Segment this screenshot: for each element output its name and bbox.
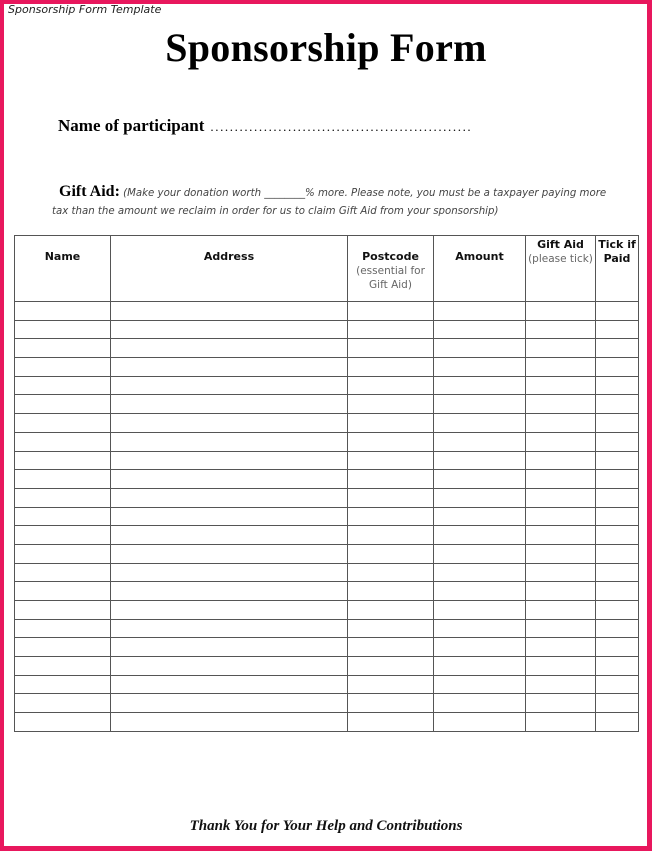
cell-gift-aid[interactable] (526, 526, 596, 545)
cell-address[interactable] (111, 582, 348, 601)
cell-amount[interactable] (434, 339, 526, 358)
cell-postcode[interactable] (348, 470, 434, 489)
column-header-address: Address (111, 236, 348, 302)
cell-amount[interactable] (434, 638, 526, 657)
cell-amount[interactable] (434, 694, 526, 713)
cell-gift-aid[interactable] (526, 470, 596, 489)
cell-tick-if-paid[interactable] (596, 395, 639, 414)
table-row (15, 376, 639, 395)
cell-postcode[interactable] (348, 376, 434, 395)
cell-name[interactable] (15, 526, 111, 545)
cell-tick-if-paid[interactable] (596, 657, 639, 676)
table-row (15, 675, 639, 694)
cell-tick-if-paid[interactable] (596, 320, 639, 339)
cell-postcode[interactable] (348, 713, 434, 732)
cell-amount[interactable] (434, 302, 526, 321)
cell-address[interactable] (111, 302, 348, 321)
cell-amount[interactable] (434, 675, 526, 694)
cell-gift-aid[interactable] (526, 414, 596, 433)
table-row (15, 526, 639, 545)
table-row (15, 657, 639, 676)
cell-gift-aid[interactable] (526, 358, 596, 377)
cell-gift-aid[interactable] (526, 675, 596, 694)
cell-tick-if-paid[interactable] (596, 563, 639, 582)
cell-address[interactable] (111, 488, 348, 507)
cell-postcode[interactable] (348, 488, 434, 507)
participant-name-line (58, 116, 472, 136)
cell-address[interactable] (111, 432, 348, 451)
cell-address[interactable] (111, 563, 348, 582)
table-row (15, 544, 639, 563)
cell-amount[interactable] (434, 582, 526, 601)
cell-tick-if-paid[interactable] (596, 694, 639, 713)
cell-amount[interactable] (434, 470, 526, 489)
column-header-gift-aid: Gift Aid (please tick) (526, 236, 596, 302)
cell-gift-aid[interactable] (526, 488, 596, 507)
cell-tick-if-paid[interactable] (596, 339, 639, 358)
cell-name[interactable] (15, 376, 111, 395)
cell-address[interactable] (111, 470, 348, 489)
cell-amount[interactable] (434, 507, 526, 526)
table-row (15, 302, 639, 321)
cell-amount[interactable] (434, 601, 526, 620)
cell-address[interactable] (111, 675, 348, 694)
cell-postcode[interactable] (348, 675, 434, 694)
cell-tick-if-paid[interactable] (596, 358, 639, 377)
table-row (15, 507, 639, 526)
table-row (15, 451, 639, 470)
cell-postcode[interactable] (348, 619, 434, 638)
column-header-tick-if-paid: Tick if Paid (596, 236, 639, 302)
cell-name[interactable] (15, 507, 111, 526)
cell-gift-aid[interactable] (526, 395, 596, 414)
cell-postcode[interactable] (348, 451, 434, 470)
cell-name[interactable] (15, 601, 111, 620)
cell-amount[interactable] (434, 320, 526, 339)
cell-amount[interactable] (434, 657, 526, 676)
column-header-postcode: Postcode (essential for Gift Aid) (348, 236, 434, 302)
table-row (15, 395, 639, 414)
table-row (15, 488, 639, 507)
cell-amount[interactable] (434, 713, 526, 732)
cell-amount[interactable] (434, 488, 526, 507)
gift-aid-label: Gift Aid: (59, 183, 120, 200)
cell-gift-aid[interactable] (526, 432, 596, 451)
cell-gift-aid[interactable] (526, 544, 596, 563)
cell-address[interactable] (111, 526, 348, 545)
table-row (15, 414, 639, 433)
cell-name[interactable] (15, 544, 111, 563)
cell-tick-if-paid[interactable] (596, 713, 639, 732)
cell-gift-aid[interactable] (526, 563, 596, 582)
cell-amount[interactable] (434, 395, 526, 414)
cell-gift-aid[interactable] (526, 601, 596, 620)
cell-gift-aid[interactable] (526, 619, 596, 638)
cell-name[interactable] (15, 488, 111, 507)
cell-gift-aid[interactable] (526, 339, 596, 358)
cell-postcode[interactable] (348, 339, 434, 358)
sponsor-table (14, 235, 639, 732)
cell-amount[interactable] (434, 451, 526, 470)
cell-name[interactable] (15, 432, 111, 451)
cell-postcode[interactable] (348, 563, 434, 582)
cell-postcode[interactable] (348, 582, 434, 601)
form-title: Sponsorship Form (165, 25, 487, 70)
cell-postcode[interactable] (348, 638, 434, 657)
table-row (15, 619, 639, 638)
cell-tick-if-paid[interactable] (596, 601, 639, 620)
gift-aid-note: (Make your donation worth ________% more. Please note, you must be a taxpayer paying more tax than the amount we reclaim in order for us to claim Gift Aid from your sponsorship) (52, 188, 607, 217)
cell-postcode[interactable] (348, 414, 434, 433)
cell-amount[interactable] (434, 376, 526, 395)
cell-postcode[interactable] (348, 526, 434, 545)
cell-amount[interactable] (434, 432, 526, 451)
cell-gift-aid[interactable] (526, 694, 596, 713)
cell-gift-aid[interactable] (526, 376, 596, 395)
participant-label: Name of participant (58, 116, 205, 135)
participant-name-field[interactable]: ...................................................... (210, 119, 473, 134)
cell-name[interactable] (15, 414, 111, 433)
cell-postcode[interactable] (348, 395, 434, 414)
table-row (15, 601, 639, 620)
cell-tick-if-paid[interactable] (596, 432, 639, 451)
cell-postcode[interactable] (348, 432, 434, 451)
cell-postcode[interactable] (348, 358, 434, 377)
cell-name[interactable] (15, 582, 111, 601)
cell-amount[interactable] (434, 563, 526, 582)
cell-tick-if-paid[interactable] (596, 302, 639, 321)
cell-postcode[interactable] (348, 320, 434, 339)
cell-name[interactable] (15, 657, 111, 676)
cell-gift-aid[interactable] (526, 507, 596, 526)
cell-tick-if-paid[interactable] (596, 507, 639, 526)
cell-address[interactable] (111, 358, 348, 377)
cell-name[interactable] (15, 358, 111, 377)
cell-gift-aid[interactable] (526, 713, 596, 732)
cell-gift-aid[interactable] (526, 451, 596, 470)
cell-tick-if-paid[interactable] (596, 582, 639, 601)
cell-tick-if-paid[interactable] (596, 376, 639, 395)
cell-address[interactable] (111, 320, 348, 339)
cell-name[interactable] (15, 694, 111, 713)
cell-address[interactable] (111, 451, 348, 470)
cell-postcode[interactable] (348, 601, 434, 620)
table-row (15, 358, 639, 377)
column-header-amount: Amount (434, 236, 526, 302)
cell-address[interactable] (111, 694, 348, 713)
cell-address[interactable] (111, 414, 348, 433)
cell-gift-aid[interactable] (526, 638, 596, 657)
table-row (15, 563, 639, 582)
cell-tick-if-paid[interactable] (596, 470, 639, 489)
cell-tick-if-paid[interactable] (596, 414, 639, 433)
cell-name[interactable] (15, 395, 111, 414)
cell-tick-if-paid[interactable] (596, 638, 639, 657)
cell-name[interactable] (15, 339, 111, 358)
cell-gift-aid[interactable] (526, 320, 596, 339)
cell-address[interactable] (111, 619, 348, 638)
cell-address[interactable] (111, 657, 348, 676)
cell-amount[interactable] (434, 526, 526, 545)
cell-name[interactable] (15, 302, 111, 321)
table-row (15, 432, 639, 451)
cell-address[interactable] (111, 507, 348, 526)
cell-amount[interactable] (434, 414, 526, 433)
cell-tick-if-paid[interactable] (596, 619, 639, 638)
cell-name[interactable] (15, 470, 111, 489)
cell-name[interactable] (15, 713, 111, 732)
cell-address[interactable] (111, 544, 348, 563)
table-row (15, 694, 639, 713)
cell-tick-if-paid[interactable] (596, 675, 639, 694)
cell-address[interactable] (111, 601, 348, 620)
column-header-name: Name (15, 236, 111, 302)
cell-postcode[interactable] (348, 302, 434, 321)
cell-gift-aid[interactable] (526, 657, 596, 676)
footer-thanks: Thank You for Your Help and Contributions (189, 818, 463, 834)
cell-amount[interactable] (434, 358, 526, 377)
table-row (15, 339, 639, 358)
table-row (15, 470, 639, 489)
cell-postcode[interactable] (348, 507, 434, 526)
cell-name[interactable] (15, 619, 111, 638)
cell-gift-aid[interactable] (526, 582, 596, 601)
table-header-row (15, 236, 639, 302)
table-row (15, 713, 639, 732)
cell-postcode[interactable] (348, 657, 434, 676)
cell-name[interactable] (15, 675, 111, 694)
table-row (15, 320, 639, 339)
cell-name[interactable] (15, 320, 111, 339)
table-row (15, 582, 639, 601)
template-label: Sponsorship Form Template (8, 3, 162, 16)
cell-tick-if-paid[interactable] (596, 526, 639, 545)
cell-postcode[interactable] (348, 694, 434, 713)
cell-gift-aid[interactable] (526, 302, 596, 321)
table-row (15, 638, 639, 657)
cell-postcode[interactable] (348, 544, 434, 563)
cell-address[interactable] (111, 638, 348, 657)
cell-tick-if-paid[interactable] (596, 488, 639, 507)
cell-address[interactable] (111, 395, 348, 414)
cell-amount[interactable] (434, 619, 526, 638)
cell-tick-if-paid[interactable] (596, 544, 639, 563)
cell-address[interactable] (111, 339, 348, 358)
cell-amount[interactable] (434, 544, 526, 563)
cell-name[interactable] (15, 638, 111, 657)
gift-aid-section (52, 183, 612, 221)
cell-address[interactable] (111, 713, 348, 732)
cell-tick-if-paid[interactable] (596, 451, 639, 470)
cell-name[interactable] (15, 451, 111, 470)
cell-name[interactable] (15, 563, 111, 582)
cell-address[interactable] (111, 376, 348, 395)
